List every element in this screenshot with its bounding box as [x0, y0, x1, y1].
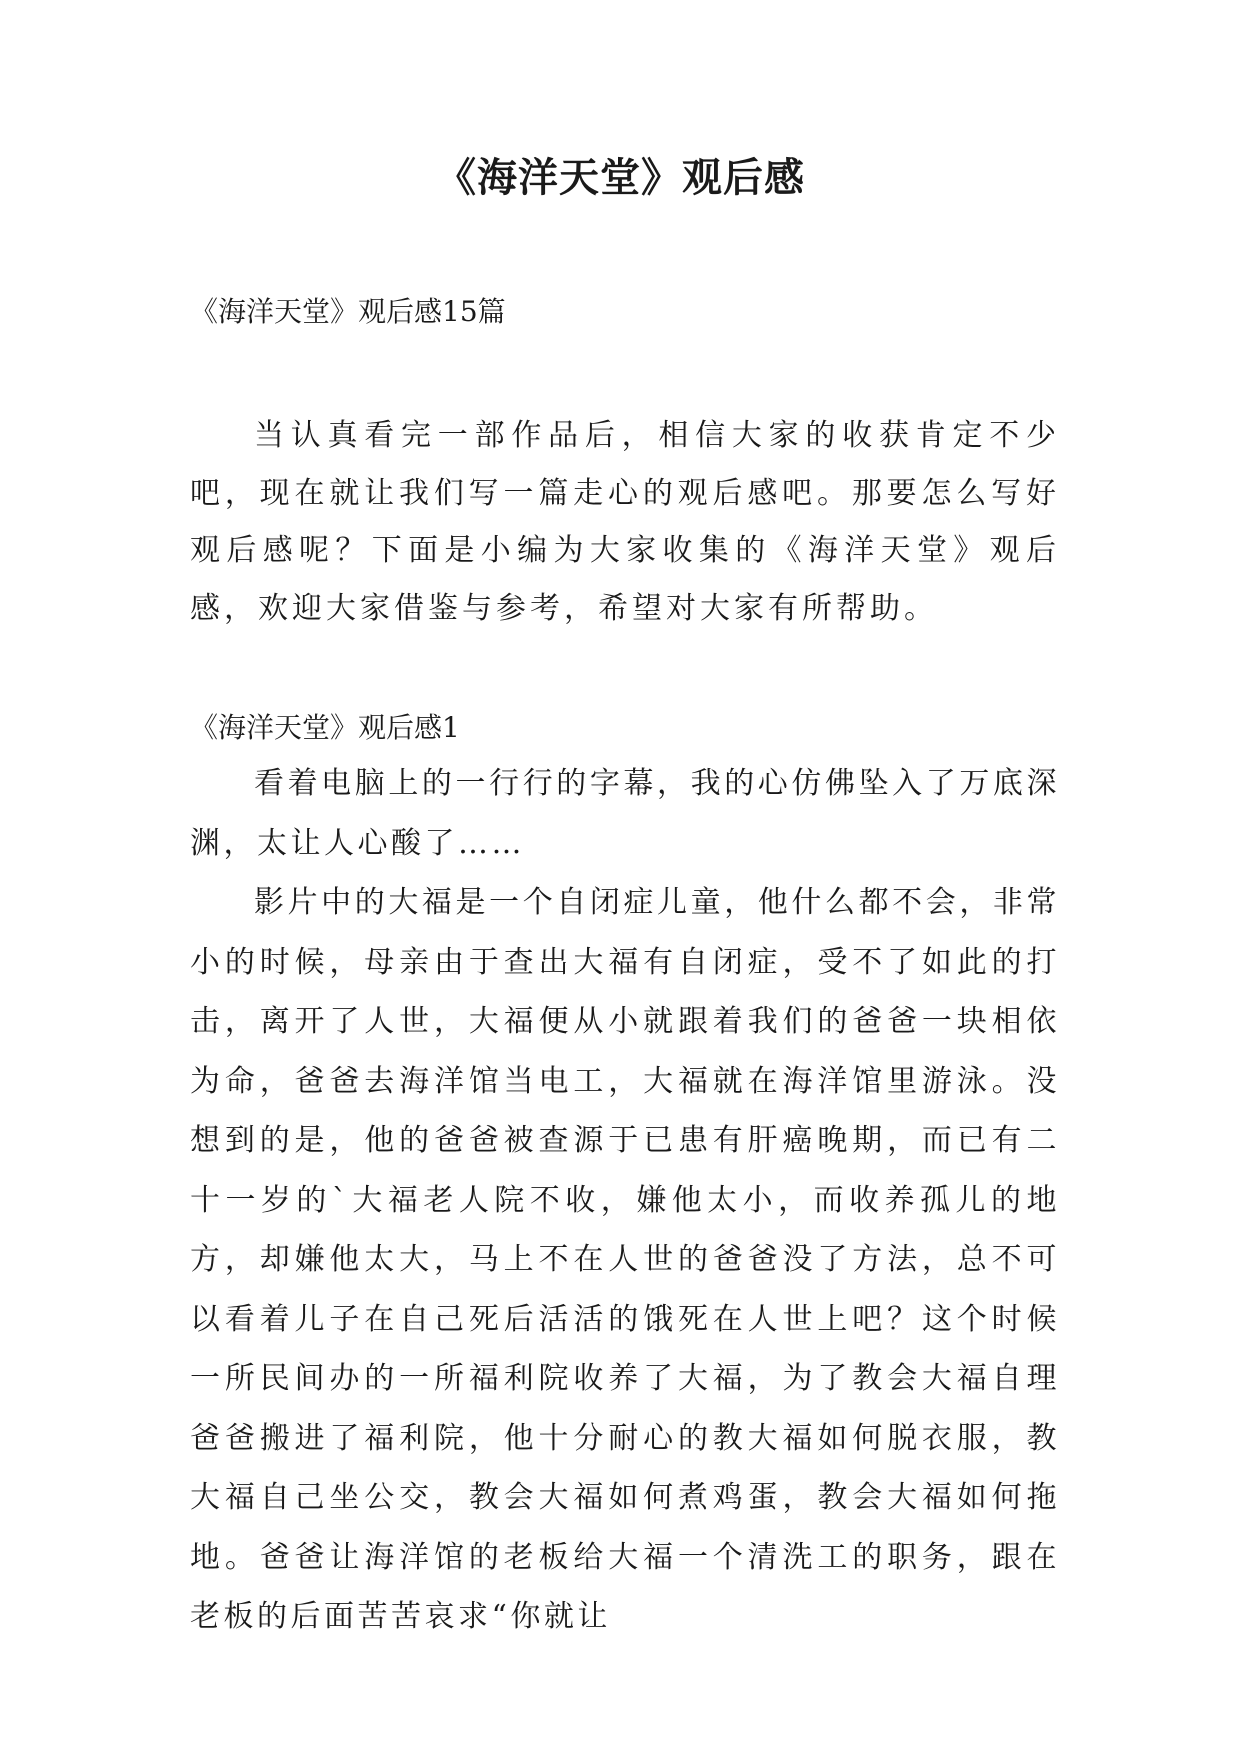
body-paragraph: 看着电脑上的一行行的字幕，我的心仿佛坠入了万底深渊，太让人心酸了…… — [190, 766, 1060, 861]
section-heading: 《海洋天堂》观后感1 — [190, 711, 460, 744]
body-paragraph: 影片中的大福是一个自闭症儿童，他什么都不会，非常小的时候，母亲由于查出大福有自闭症，受不了如此的打击，离开了人世，大福便从小就跟着我们的爸爸一块相依为命，爸爸去海洋馆当电工，大福就在海洋馆里游泳。没想到的是，他的爸爸被查源于已患有肝癌晚期，而已有二十一岁的`大福老人院不收，嫌他太小，而收养孤儿的地方，却嫌他太大，马上不在人世的爸爸没了方法，总不可以看着儿子在自己死后活活的饿死在人世上吧？这个时候一所民间办的一所福利院收养了大福，为了教会大福自理爸爸搬进了福利院，他十分耐心的教大福如何脱衣服，教大福自己坐公交，教会大福如何煮鸡蛋，教会大福如何拖地。爸爸让海洋馆的老板给大福一个清洗工的职务，跟在老板的后面苦苦哀求“你就让 — [190, 885, 1060, 1634]
intro-paragraph: 当认真看完一部作品后，相信大家的收获肯定不少吧，现在就让我们写一篇走心的观后感吧。那要怎么写好观后感呢？下面是小编为大家收集的《海洋天堂》观后感，欢迎大家借鉴与参考，希望对大家有所帮助。 — [190, 418, 1060, 626]
document-title: 《海洋天堂》观后感 — [436, 154, 805, 201]
section-body — [190, 754, 1060, 1647]
document-subtitle: 《海洋天堂》观后感15篇 — [190, 295, 506, 328]
